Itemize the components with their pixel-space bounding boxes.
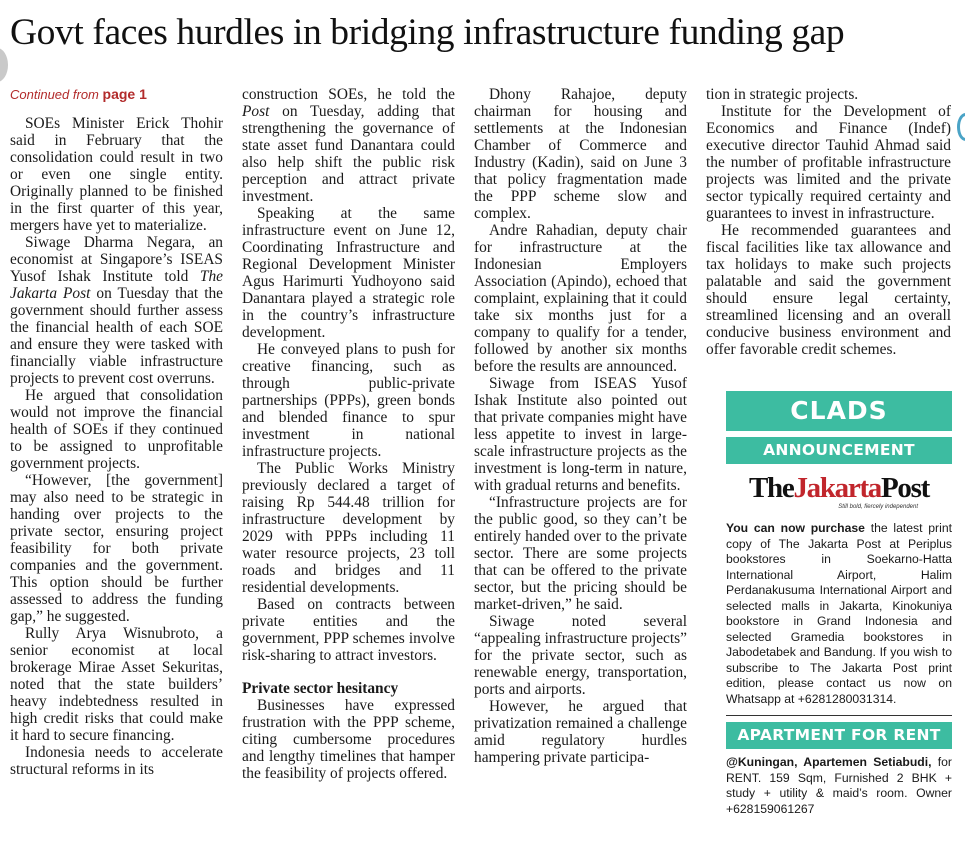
- paragraph: construction SOEs, he told the Post on Tuesday, adding that strengthening the governance of state asset fund Danantara could also help shift the public risk perception and attract private investment.: [242, 86, 455, 205]
- paragraph: Indonesia needs to accelerate structural reforms in its: [10, 744, 223, 778]
- continued-page-link[interactable]: page 1: [102, 86, 147, 102]
- paragraph: Businesses have expressed frustration with the PPP scheme, citing cumbersome procedures and lengthy timelines that hamper the feasibility of projects offered.: [242, 697, 455, 782]
- paragraph: Siwage noted several “appealing infrastructure projects” for the private sector, such as renewable energy, transportation, ports and airports.: [474, 613, 687, 698]
- article-column-1: [10, 86, 223, 778]
- paragraph: Siwage Dharma Negara, an economist at Singapore’s ISEAS Yusof Ishak Institute told The Jakarta Post on Tuesday that the government should further assess the financial health of each SOE and ensure they were tasked with financially viable infrastructure projects to prevent cost overruns.: [10, 234, 223, 387]
- paragraph: Rully Arya Wisnubroto, a senior economist at local brokerage Mirae Asset Sekuritas, noted that the state builders’ heavy indebtedness resulted in high credit risks that could make it hard to secure financing.: [10, 625, 223, 744]
- apartment-lead: @Kuningan, Apartemen Setiabudi,: [726, 755, 932, 769]
- paragraph: Speaking at the same infrastructure event on June 12, Coordinating Infrastructure and Regional Development Minister Agus Harimurti Yudhoyono said Danantara played a strategic role in the country’s infrastructure development.: [242, 205, 455, 341]
- purchase-announcement: [726, 521, 952, 707]
- paragraph: tion in strategic projects.: [706, 86, 859, 103]
- paragraph: He recommended guarantees and fiscal facilities like tax allowance and tax holidays to make such projects palatable and said the government should ensure legal certainty, streamlined licensing and an overall conducive business environment and offer favorable credit schemes.: [706, 222, 951, 358]
- purchase-lead: You can now purchase: [726, 521, 865, 535]
- paragraph: Andre Rahadian, deputy chair for infrastructure at the Indonesian Employers Association (Apindo), echoed that complaint, explaining that it could take six months just for a company to qualify for a tender, followed by another six months before the results are announced.: [474, 222, 687, 375]
- purchase-text: the latest print copy of The Jakarta Post at Periplus bookstores in Soekarno-Hatta International Airport, Halim Perdanakusuma International Airport and selected malls in Jakarta, Kinokuniya bookstore in Grand Indonesia and selected Gramedia bookstores in Jabodetabek and Bandung. If you wish to subscribe to The Jakarta Post print edition, please contact us now on Whatsapp at +6281280031314.: [726, 521, 952, 706]
- clads-banner: CLADS: [726, 391, 952, 431]
- headline: Govt faces hurdles in bridging infrastructure funding gap: [10, 12, 845, 53]
- article-column-3: [474, 86, 687, 766]
- jakarta-post-logo: TheJakartaPost: [749, 472, 929, 504]
- paragraph: The Public Works Ministry previously declared a target of raising Rp 544.48 trillion for infrastructure development by 2029 with PPPs including 11 water resource projects, 23 toll roads and bridges and 11 residential developments.: [242, 460, 455, 596]
- subheading: Private sector hesitancy: [242, 680, 399, 697]
- classified-ads: [726, 391, 952, 817]
- paragraph: Siwage from ISEAS Yusof Ishak Institute also pointed out that private companies might have less appetite to invest in large-scale infrastructure projects as the investment is long-term in nature, with gradual returns and benefits.: [474, 375, 687, 494]
- logo-tagline: Still bold, fiercely independent: [838, 504, 918, 510]
- paragraph: “However, [the government] may also need to be strategic in handing over projects to the private sector, ensuring project feasibility for both private companies and the government. This option should be further assessed to address the funding gap,” he suggested.: [10, 472, 223, 625]
- continued-from[interactable]: [10, 86, 223, 103]
- paragraph: He conveyed plans to push for creative financing, such as through public-private partnerships (PPPs), green bonds and blended finance to spur investment in national infrastructure projects.: [242, 341, 455, 460]
- paragraph: Institute for the Development of Economics and Finance (Indef) executive director Tauhid Ahmad said the number of profitable infrastructure projects was limited and the private sector typically required certainty and guarantees to invest in infrastructure.: [706, 103, 951, 222]
- article-column-2: [242, 86, 455, 782]
- paragraph: However, he argued that privatization remained a challenge amid regulatory hurdles hampering private participa-: [474, 698, 687, 766]
- paragraph: Based on contracts between private entities and the government, PPP schemes involve risk-sharing to attract investors.: [242, 596, 455, 664]
- paragraph: SOEs Minister Erick Thohir said in February that the consolidation could result in two or even one single entity. Originally planned to be finished in the first quarter of this year, mergers have yet to materialize.: [10, 115, 223, 234]
- apartment-text: for RENT. 159 Sqm, Furnished 2 BHK + study + utility & maid’s room. Owner +628159061267: [726, 755, 952, 816]
- apartment-banner: APARTMENT FOR RENT: [726, 722, 952, 749]
- continued-prefix: Continued from: [10, 87, 99, 102]
- page-edge-mark: [0, 48, 8, 82]
- announcement-banner: ANNOUNCEMENT: [726, 437, 952, 464]
- page-edge-mark-right: [957, 113, 965, 141]
- paragraph: “Infrastructure projects are for the public good, so they can’t be entirely handed over to the private sector. There are some projects that can be offered to the private sector, but the pricing should be market-driven,” he said.: [474, 494, 687, 613]
- apartment-listing: [726, 755, 952, 817]
- paragraph: He argued that consolidation would not improve the financial health of SOEs if they continued to be assigned to unprofitable government projects.: [10, 387, 223, 472]
- ad-divider: [726, 715, 952, 716]
- paragraph: Dhony Rahajoe, deputy chairman for housing and settlements at the Indonesian Chamber of Commerce and Industry (Kadin), said on June 3 that policy fragmentation made the PPP scheme slow and complex.: [474, 86, 687, 222]
- article-column-4: [706, 86, 951, 358]
